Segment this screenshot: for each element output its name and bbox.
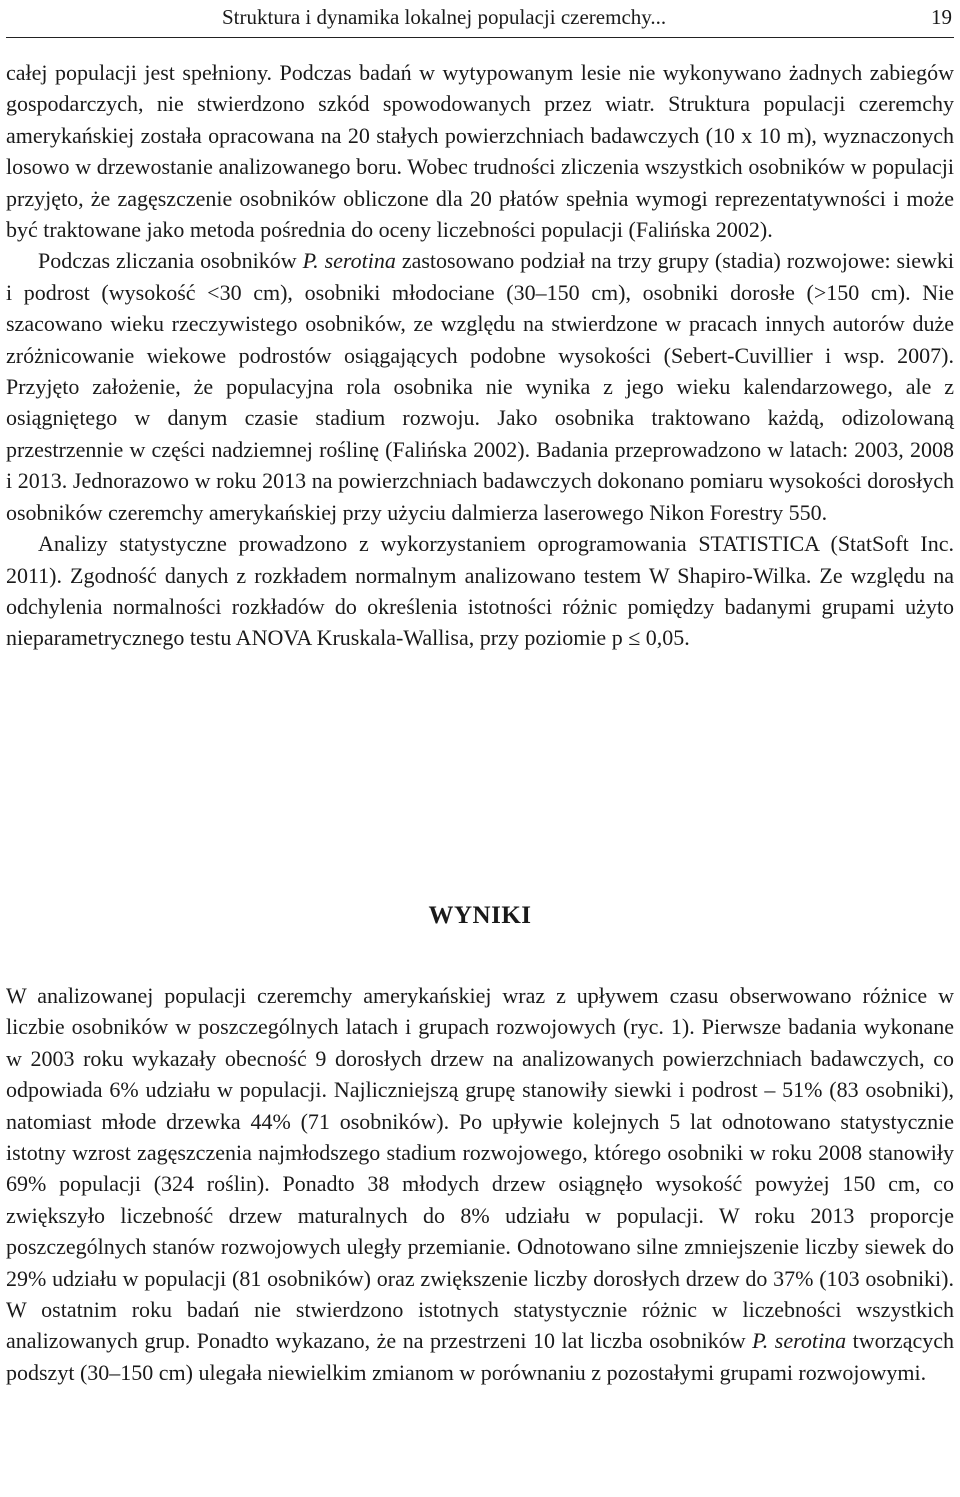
section-heading-results: WYNIKI xyxy=(428,902,532,929)
paragraph-text: tworzących podszyt (30–150 cm) ulegała niewielkim zmianom w porównaniu z pozostałymi grupami rozwojowymi. xyxy=(6,1328,954,1385)
running-title: Struktura i dynamika lokalnej populacji czeremchy... xyxy=(222,5,667,29)
methods-paragraph-3: Analizy statystyczne prowadzono z wykorzystaniem oprogramowania STATISTICA (StatSoft Inc. 2011). Zgodność danych z rozkładem normalnym analizowano testem W Shapiro-Wilka. Ze względu na odchylenia normalności rozkładów do określenia istotności różnic pomiędzy badanymi grupami użyto nieparametrycznego testu ANOVA Kruskala-Wallisa, przy poziomie p ≤ 0,05. xyxy=(6,531,954,651)
header-rule xyxy=(6,37,954,38)
page-number: 19 xyxy=(931,5,952,29)
species-name: P. serotina xyxy=(302,248,396,274)
results-paragraph-1 xyxy=(6,980,954,1388)
methods-paragraph-1: całej populacji jest spełniony. Podczas badań w wytypowanym lesie nie wykonywano żadnych zabiegów gospodarczych, nie stwierdzono szkód spowodowanych przez wiatr. Struktura populacji czeremchy amerykańskiej została opracowana na 20 stałych powierzchniach badawczych (10 x 10 m), wyznaczonych losowo w drzewostanie analizowanego boru. Wobec trudności zliczenia wszystkich osobników w populacji przyjęto, że zagęszczenie osobników obliczone dla 20 płatów spełnia wymogi reprezentatywności i może być traktowane jako metoda pośrednia do oceny liczebności populacji (Falińska 2002). xyxy=(6,60,954,243)
methods-paragraph-2 xyxy=(6,245,954,528)
methods-text-block xyxy=(6,57,954,654)
paragraph-text: Podczas zliczania osobników xyxy=(38,248,303,274)
paragraph-text: zastosowano podział na trzy grupy (stadia) rozwojowe: siewki i podrost (wysokość <30 cm), osobniki młodociane (30–150 cm), osobniki dorosłe (>150 cm). Nie szacowano wieku rzeczywistego osobników, ze względu na stwierdzone w pracach innych autorów duże zróżnicowanie wiekowe podrostów osiągających podobne wysokości (Sebert-Cuvillier i wsp. 2007). Przyjęto założenie, że populacyjna rola osobnika nie wynika z jego wieku kalendarzowego, ale z osiągniętego w danym czasie stadium rozwoju. Jako osobnika traktowano każdą, odizolowaną przestrzennie w części nadziemnej roślinę (Falińska 2002). Badania przeprowadzono w latach: 2003, 2008 i 2013. Jednorazowo w roku 2013 na powierzchniach badawczych dokonano pomiaru wysokości dorosłych osobników czeremchy amerykańskiej przy użyciu dalmierza laserowego Nikon Forestry 550. xyxy=(6,248,954,525)
paragraph-text: W analizowanej populacji czeremchy amerykańskiej wraz z upływem czasu obserwowano różnice w liczbie osobników w poszczególnych latach i grupach rozwojowych (ryc. 1). Pierwsze badania wykonane w 2003 roku wykazały obecność 9 dorosłych drzew na analizowanych powierzchniach badawczych, co odpowiada 6% udziału w populacji. Najliczniejszą grupę stanowiły siewki i podrost – 51% (83 osobniki), natomiast młode drzewka 44% (71 osobników). Po upływie kolejnych 5 lat odnotowano statystycznie istotny wzrost zagęszczenia najmłodszego stadium rozwojowego, którego osobniki w roku 2008 stanowiły 69% populacji (324 roślin). Ponadto 38 młodych drzew osiągnęło wysokość powyżej 150 cm, co zwiększyło liczebność drzew maturalnych do 8% udziału w populacji. W roku 2013 proporcje poszczególnych stanów rozwojowych uległy przemianie. Odnotowano silne zmniejszenie liczby siewek do 29% udziału w populacji (81 osobników) oraz zwiększenie liczby dorosłych drzew do 37% (103 osobniki). W ostatnim roku badań nie stwierdzono istotnych statystycznie różnic w liczebności wszystkich analizowanych grup. Ponadto wykazano, że na przestrzeni 10 lat liczba osobników xyxy=(6,983,954,1354)
species-name: P. serotina xyxy=(752,1328,847,1354)
running-header xyxy=(0,0,960,44)
results-text-block xyxy=(6,980,954,1388)
